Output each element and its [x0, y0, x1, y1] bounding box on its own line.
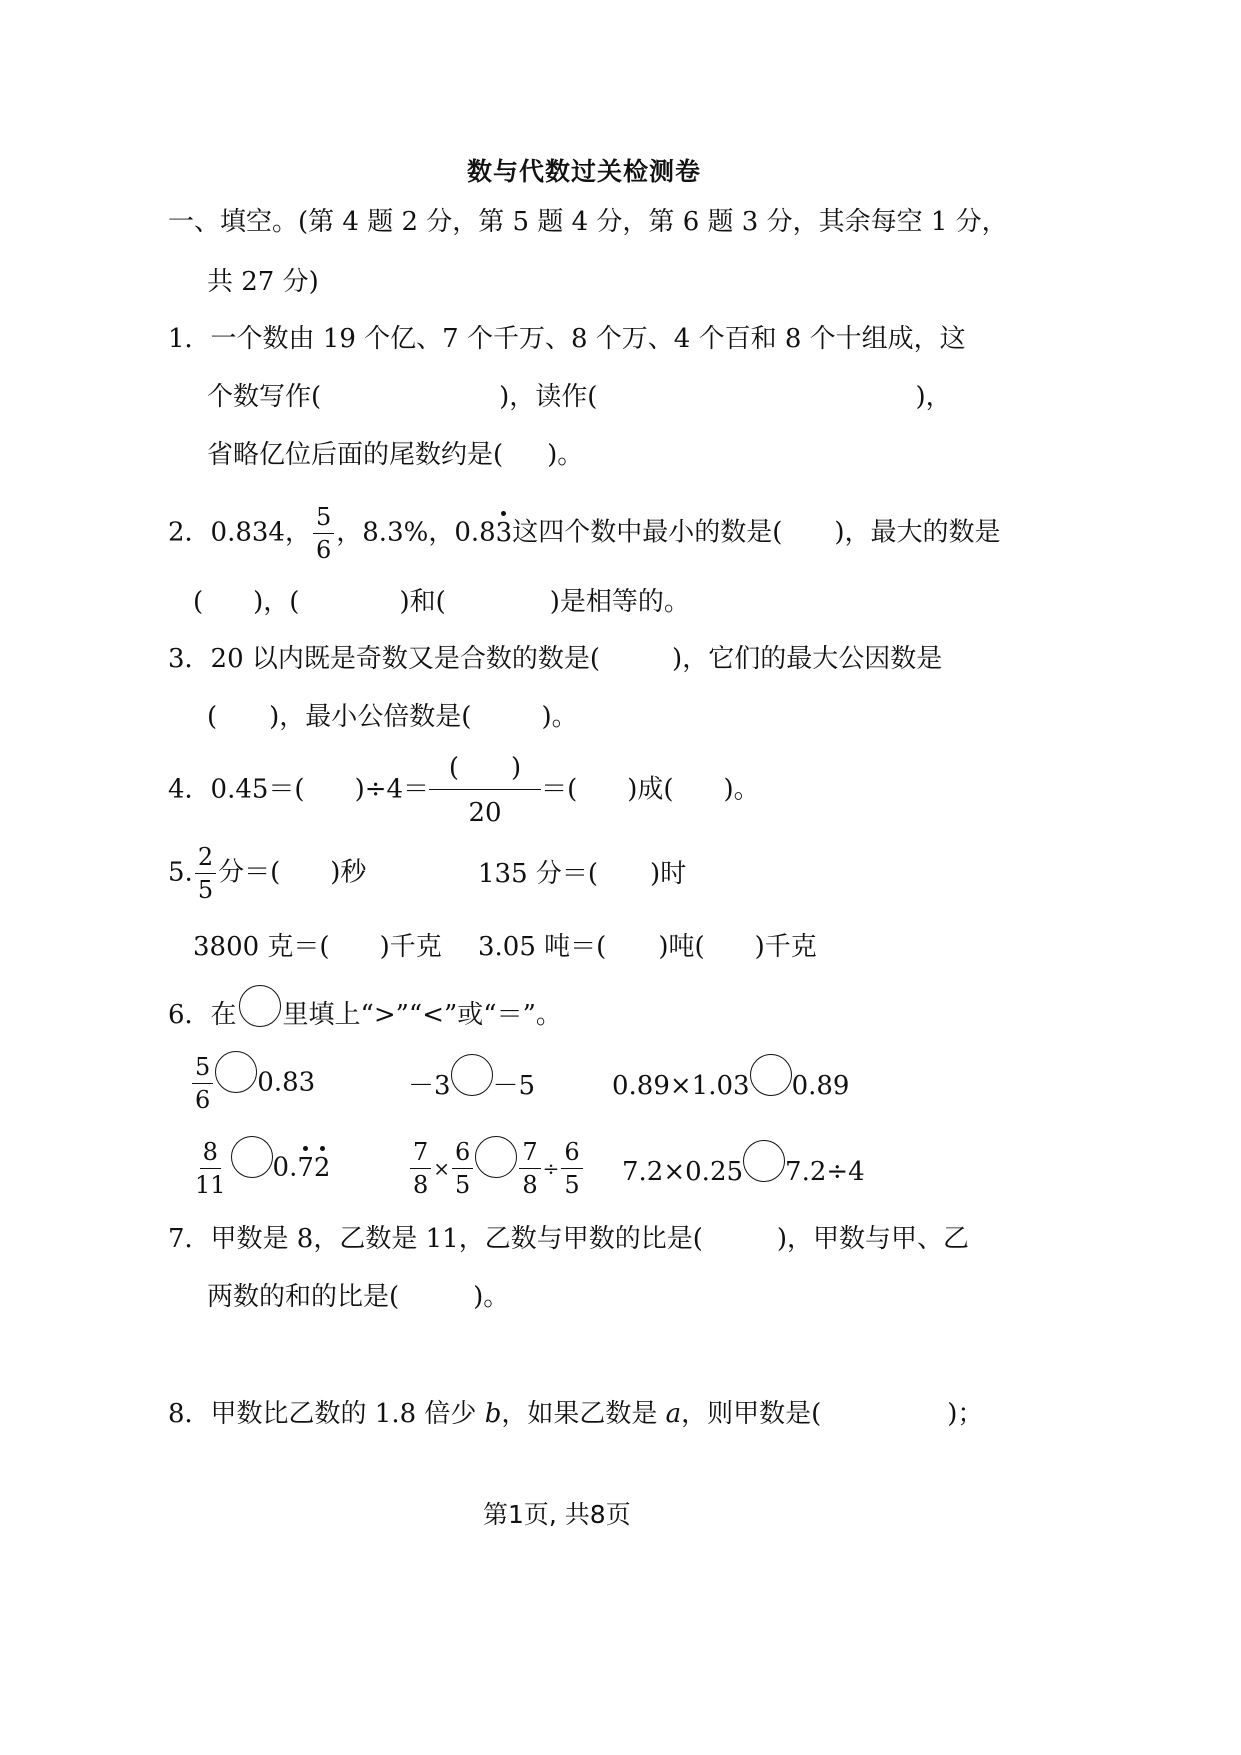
fraction: $\frac{6}{5}$	[561, 1140, 582, 1197]
fraction: $\frac{( )}{20}$	[429, 755, 541, 826]
compare-circle[interactable]	[750, 1054, 792, 1096]
question-5-item-c: 3800 克＝( )千克	[193, 932, 442, 962]
fraction: $\frac{7}{8}$	[410, 1140, 431, 1197]
compare-circle[interactable]	[743, 1140, 785, 1182]
compare-item: $\frac{8}{11}$ 0.72	[190, 1140, 330, 1197]
compare-circle[interactable]	[215, 1051, 257, 1093]
question-1-line3: 省略亿位后面的尾数约是( )。	[207, 440, 584, 470]
question-4: 4．0.45＝( )÷4＝ $\frac{( )}{20}$ ＝( )成( )。	[168, 753, 760, 828]
question-2: 2．0.834， $\frac{5}{6}$ ，8.3%，0.83这四个数中最小的数是( )，最大的数是	[168, 503, 1001, 564]
fraction: $\frac{5}{6}$	[192, 1055, 213, 1112]
question-5: 5. $\frac{2}{5}$ 分＝( )秒	[168, 843, 367, 904]
fraction: $\frac{7}{8}$	[519, 1140, 540, 1197]
page-footer: 第1页, 共8页	[483, 1500, 631, 1529]
question-3-line2: ( )，最小公倍数是( )。	[207, 702, 578, 732]
question-2-line2: ( )，( )和( )是相等的。	[193, 587, 690, 617]
page-title: 数与代数过关检测卷	[467, 157, 702, 186]
compare-circle[interactable]	[451, 1054, 493, 1096]
question-6: 6．在 里填上“>”“<”或“＝”。	[168, 995, 562, 1037]
section-heading-cont: 共 27 分)	[207, 267, 319, 297]
compare-item: 7.2×0.25 7.2÷4	[622, 1152, 865, 1194]
question-8: 8．甲数比乙数的 1.8 倍少 b，如果乙数是 a，则甲数是( )；	[168, 1399, 984, 1429]
repeating-digit: 2	[313, 1152, 331, 1183]
section-heading-line1: 一、填空。(第 4 题 2 分，第 5 题 4 分，第 6 题 3 分，其余每空 1 分，	[168, 207, 1008, 237]
repeating-digit: 3	[495, 517, 513, 548]
repeating-digit: 7	[297, 1152, 314, 1183]
question-1-line2: 个数写作( )，读作( )，	[207, 382, 952, 412]
question-5-item-b: 135 分＝( )时	[478, 859, 687, 889]
compare-item: $\frac{7}{8}$ × $\frac{6}{5}$ $\frac{7}{8}$ ÷ $\frac{6}{5}$	[408, 1140, 585, 1197]
compare-circle	[239, 985, 281, 1027]
question-3: 3．20 以内既是奇数又是合数的数是( )，它们的最大公因数是	[168, 644, 943, 674]
compare-item: 0.89×1.03 0.89	[612, 1066, 849, 1108]
fraction: $\frac{5}{6}$	[313, 505, 334, 562]
compare-circle[interactable]	[231, 1136, 273, 1178]
fraction: $\frac{2}{5}$	[195, 845, 216, 902]
question-7-line2: 两数的和的比是( )。	[207, 1282, 510, 1312]
compare-item: －3 －5	[408, 1066, 535, 1108]
question-5-item-d: 3.05 吨＝( )吨( )千克	[478, 932, 817, 962]
compare-circle[interactable]	[475, 1136, 517, 1178]
question-7: 7．甲数是 8，乙数是 11，乙数与甲数的比是( )，甲数与甲、乙	[168, 1224, 969, 1254]
compare-item: $\frac{5}{6}$ 0.83	[190, 1055, 315, 1112]
section-heading	[168, 205, 1008, 239]
question-1: 1．一个数由 19 个亿、7 个千万、8 个万、4 个百和 8 个十组成，这	[168, 324, 966, 354]
fraction: $\frac{8}{11}$	[195, 1138, 226, 1199]
fraction: $\frac{6}{5}$	[452, 1140, 473, 1197]
